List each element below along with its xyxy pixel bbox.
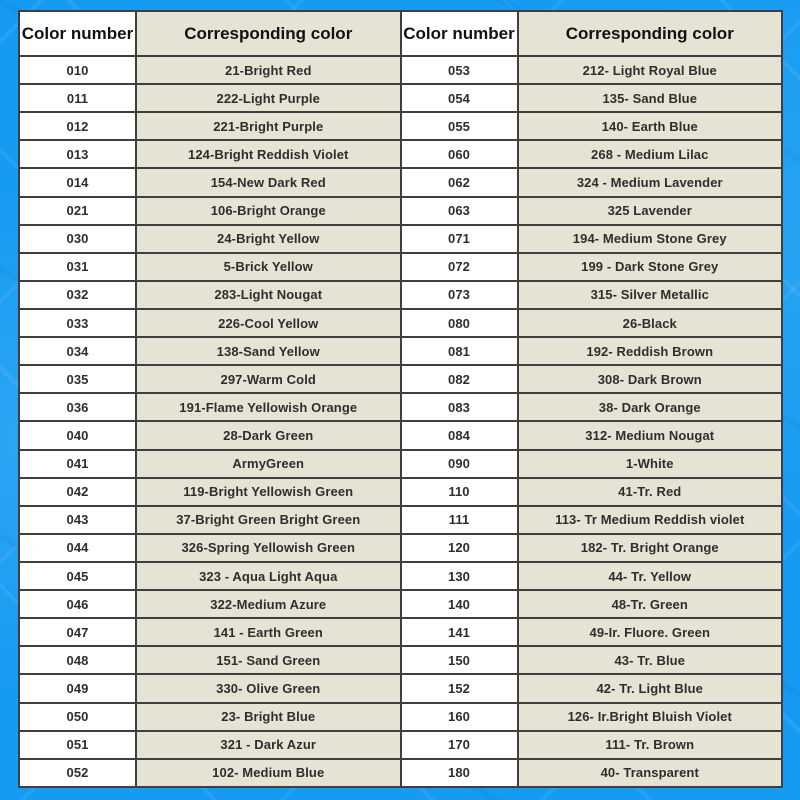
color-name-cell: 124-Bright Reddish Violet: [137, 141, 400, 167]
table-row: [20, 420, 400, 448]
color-number-cell: 049: [20, 675, 137, 701]
table-row: [402, 111, 782, 139]
color-number-cell: 120: [402, 535, 519, 561]
table-row: [402, 561, 782, 589]
color-name-cell: 40- Transparent: [519, 760, 782, 786]
table-row: [20, 167, 400, 195]
table-row: [402, 196, 782, 224]
color-name-cell: 106-Bright Orange: [137, 198, 400, 224]
color-number-cell: 041: [20, 451, 137, 477]
color-number-cell: 063: [402, 198, 519, 224]
color-name-cell: 322-Medium Azure: [137, 591, 400, 617]
color-number-cell: 080: [402, 310, 519, 336]
table-row: [402, 167, 782, 195]
color-number-cell: 053: [402, 57, 519, 83]
table-row: [20, 730, 400, 758]
table-row: [20, 280, 400, 308]
color-name-cell: 192- Reddish Brown: [519, 338, 782, 364]
table-header-right: [402, 12, 782, 57]
color-name-cell: 330- Olive Green: [137, 675, 400, 701]
color-name-cell: 212- Light Royal Blue: [519, 57, 782, 83]
color-name-cell: 44- Tr. Yellow: [519, 563, 782, 589]
color-number-cell: 013: [20, 141, 137, 167]
table-row: [402, 420, 782, 448]
color-name-cell: 28-Dark Green: [137, 422, 400, 448]
table-row: [20, 57, 400, 83]
table-row: [20, 589, 400, 617]
table-row: [20, 83, 400, 111]
color-number-cell: 060: [402, 141, 519, 167]
table-row: [20, 196, 400, 224]
table-row: [20, 364, 400, 392]
table-row: [20, 758, 400, 786]
table-row: [402, 449, 782, 477]
color-name-cell: 49-Ir. Fluore. Green: [519, 619, 782, 645]
color-name-cell: 113- Tr Medium Reddish violet: [519, 507, 782, 533]
table-row: [402, 673, 782, 701]
color-number-cell: 073: [402, 282, 519, 308]
table-row: [20, 336, 400, 364]
color-name-cell: 41-Tr. Red: [519, 479, 782, 505]
table-row: [402, 364, 782, 392]
color-name-cell: 43- Tr. Blue: [519, 647, 782, 673]
color-number-cell: 010: [20, 57, 137, 83]
table-row: [20, 111, 400, 139]
color-number-cell: 180: [402, 760, 519, 786]
color-name-cell: 182- Tr. Bright Orange: [519, 535, 782, 561]
color-number-cell: 170: [402, 732, 519, 758]
table-row: [20, 505, 400, 533]
color-chart: [18, 10, 783, 788]
color-number-cell: 054: [402, 85, 519, 111]
color-number-cell: 130: [402, 563, 519, 589]
color-number-cell: 081: [402, 338, 519, 364]
color-name-cell: 141 - Earth Green: [137, 619, 400, 645]
color-name-cell: 102- Medium Blue: [137, 760, 400, 786]
color-name-cell: 191-Flame Yellowish Orange: [137, 394, 400, 420]
table-row: [402, 758, 782, 786]
table-row: [20, 449, 400, 477]
color-table-left: [18, 10, 401, 788]
table-row: [20, 477, 400, 505]
color-number-cell: 012: [20, 113, 137, 139]
color-name-cell: 38- Dark Orange: [519, 394, 782, 420]
table-row: [20, 561, 400, 589]
table-row: [402, 730, 782, 758]
table-row: [402, 505, 782, 533]
table-row: [20, 702, 400, 730]
color-name-cell: 221-Bright Purple: [137, 113, 400, 139]
color-number-cell: 062: [402, 169, 519, 195]
table-row: [20, 533, 400, 561]
color-name-cell: 283-Light Nougat: [137, 282, 400, 308]
table-row: [20, 392, 400, 420]
color-number-cell: 090: [402, 451, 519, 477]
color-name-cell: 321 - Dark Azur: [137, 732, 400, 758]
color-number-cell: 042: [20, 479, 137, 505]
color-name-cell: 135- Sand Blue: [519, 85, 782, 111]
color-number-cell: 160: [402, 704, 519, 730]
color-name-cell: 297-Warm Cold: [137, 366, 400, 392]
color-number-cell: 046: [20, 591, 137, 617]
table-row: [402, 645, 782, 673]
table-row: [20, 224, 400, 252]
table-row: [402, 83, 782, 111]
color-name-cell: 42- Tr. Light Blue: [519, 675, 782, 701]
table-row: [402, 477, 782, 505]
color-number-cell: 150: [402, 647, 519, 673]
color-name-cell: ArmyGreen: [137, 451, 400, 477]
table-row: [402, 702, 782, 730]
color-number-cell: 140: [402, 591, 519, 617]
color-number-cell: 043: [20, 507, 137, 533]
color-name-cell: 268 - Medium Lilac: [519, 141, 782, 167]
color-name-cell: 308- Dark Brown: [519, 366, 782, 392]
color-table-right: [401, 10, 784, 788]
color-name-cell: 37-Bright Green Bright Green: [137, 507, 400, 533]
table-row: [402, 308, 782, 336]
table-row: [402, 617, 782, 645]
color-name-cell: 21-Bright Red: [137, 57, 400, 83]
table-row: [402, 392, 782, 420]
color-number-cell: 035: [20, 366, 137, 392]
table-row: [20, 645, 400, 673]
color-name-cell: 325 Lavender: [519, 198, 782, 224]
table-row: [402, 224, 782, 252]
table-body-left: [20, 57, 400, 786]
color-name-cell: 199 - Dark Stone Grey: [519, 254, 782, 280]
color-number-cell: 141: [402, 619, 519, 645]
color-name-cell: 126- Ir.Bright Bluish Violet: [519, 704, 782, 730]
color-number-cell: 033: [20, 310, 137, 336]
color-number-cell: 072: [402, 254, 519, 280]
color-name-cell: 222-Light Purple: [137, 85, 400, 111]
table-row: [402, 533, 782, 561]
color-number-cell: 111: [402, 507, 519, 533]
color-number-cell: 014: [20, 169, 137, 195]
color-name-cell: 151- Sand Green: [137, 647, 400, 673]
table-row: [20, 252, 400, 280]
color-name-cell: 323 - Aqua Light Aqua: [137, 563, 400, 589]
color-name-cell: 194- Medium Stone Grey: [519, 226, 782, 252]
color-number-cell: 052: [20, 760, 137, 786]
color-number-cell: 030: [20, 226, 137, 252]
color-number-cell: 110: [402, 479, 519, 505]
color-name-cell: 24-Bright Yellow: [137, 226, 400, 252]
color-number-cell: 040: [20, 422, 137, 448]
color-number-cell: 084: [402, 422, 519, 448]
header-color-number: Color number: [20, 12, 137, 55]
color-number-cell: 045: [20, 563, 137, 589]
table-row: [20, 308, 400, 336]
color-number-cell: 083: [402, 394, 519, 420]
color-number-cell: 152: [402, 675, 519, 701]
color-name-cell: 324 - Medium Lavender: [519, 169, 782, 195]
header-corresponding-color: Corresponding color: [519, 12, 782, 55]
color-number-cell: 034: [20, 338, 137, 364]
color-name-cell: 111- Tr. Brown: [519, 732, 782, 758]
color-number-cell: 011: [20, 85, 137, 111]
color-number-cell: 031: [20, 254, 137, 280]
color-name-cell: 23- Bright Blue: [137, 704, 400, 730]
color-name-cell: 315- Silver Metallic: [519, 282, 782, 308]
table-row: [402, 139, 782, 167]
color-name-cell: 5-Brick Yellow: [137, 254, 400, 280]
color-number-cell: 048: [20, 647, 137, 673]
color-name-cell: 140- Earth Blue: [519, 113, 782, 139]
color-number-cell: 044: [20, 535, 137, 561]
table-row: [402, 280, 782, 308]
color-name-cell: 48-Tr. Green: [519, 591, 782, 617]
header-corresponding-color: Corresponding color: [137, 12, 400, 55]
table-row: [20, 673, 400, 701]
table-row: [20, 139, 400, 167]
table-row: [402, 57, 782, 83]
table-header-left: [20, 12, 400, 57]
color-number-cell: 082: [402, 366, 519, 392]
color-name-cell: 138-Sand Yellow: [137, 338, 400, 364]
color-name-cell: 1-White: [519, 451, 782, 477]
color-number-cell: 021: [20, 198, 137, 224]
color-name-cell: 154-New Dark Red: [137, 169, 400, 195]
color-number-cell: 047: [20, 619, 137, 645]
table-row: [402, 336, 782, 364]
table-row: [20, 617, 400, 645]
table-row: [402, 252, 782, 280]
table-row: [402, 589, 782, 617]
table-body-right: [402, 57, 782, 786]
color-name-cell: 312- Medium Nougat: [519, 422, 782, 448]
color-number-cell: 071: [402, 226, 519, 252]
color-number-cell: 051: [20, 732, 137, 758]
color-name-cell: 226-Cool Yellow: [137, 310, 400, 336]
color-number-cell: 032: [20, 282, 137, 308]
color-number-cell: 055: [402, 113, 519, 139]
color-number-cell: 050: [20, 704, 137, 730]
header-color-number: Color number: [402, 12, 519, 55]
color-name-cell: 119-Bright Yellowish Green: [137, 479, 400, 505]
color-name-cell: 326-Spring Yellowish Green: [137, 535, 400, 561]
color-name-cell: 26-Black: [519, 310, 782, 336]
color-number-cell: 036: [20, 394, 137, 420]
